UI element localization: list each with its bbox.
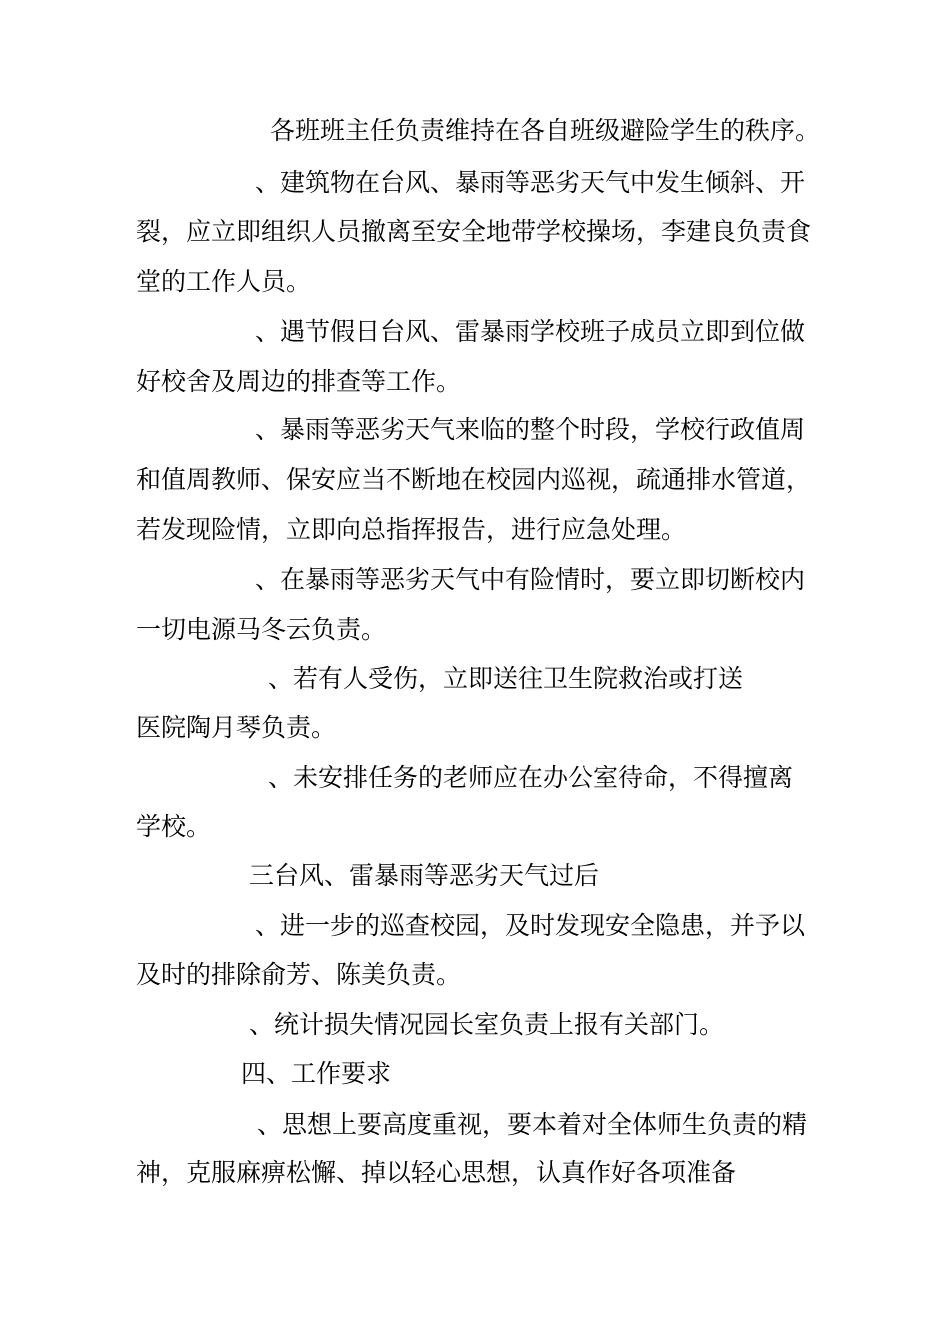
text-line: 、建筑物在台风、暴雨等恶劣天气中发生倾斜、开 bbox=[255, 168, 806, 197]
text-line: 、未安排任务的老师应在办公室待命，不得擅离 bbox=[268, 763, 794, 792]
section-heading: 四、工作要求 bbox=[241, 1059, 392, 1088]
text-line: 神，克服麻痹松懈、掉以轻心思想，认真作好各项准备 bbox=[136, 1158, 737, 1187]
text-line: 、若有人受伤，立即送往卫生院救治或打送 bbox=[268, 664, 744, 693]
text-line: 、在暴雨等恶劣天气中有险情时，要立即切断校内 bbox=[255, 565, 806, 594]
text-line: 和值周教师、保安应当不断地在校园内巡视，疏通排水管道， bbox=[136, 465, 812, 494]
section-heading: 三台风、雷暴雨等恶劣天气过后 bbox=[249, 861, 600, 890]
text-line: 、思想上要高度重视，要本着对全体师生负责的精 bbox=[257, 1110, 808, 1139]
text-line: 裂，应立即组织人员撤离至安全地带学校操场，李建良负责食 bbox=[136, 217, 812, 246]
text-line: 若发现险情，立即向总指挥报告，进行应急处理。 bbox=[136, 515, 687, 544]
text-line: 好校舍及周边的排查等工作。 bbox=[136, 367, 462, 396]
text-line: 堂的工作人员。 bbox=[136, 267, 312, 296]
text-line: 一切电源马冬云负责。 bbox=[136, 615, 387, 644]
text-line: 、暴雨等恶劣天气来临的整个时段，学校行政值周 bbox=[255, 415, 806, 444]
text-line: 、进一步的巡查校园，及时发现安全隐患，并予以 bbox=[255, 911, 806, 940]
text-line: 各班班主任负责维持在各自班级避险学生的秩序。 bbox=[270, 116, 821, 145]
text-line: 、遇节假日台风、雷暴雨学校班子成员立即到位做 bbox=[255, 317, 806, 346]
text-line: 医院陶月琴负责。 bbox=[136, 713, 337, 742]
text-line: 、统计损失情况园长室负责上报有关部门。 bbox=[249, 1010, 725, 1039]
text-line: 及时的排除俞芳、陈美负责。 bbox=[136, 960, 462, 989]
text-line: 学校。 bbox=[136, 812, 212, 841]
